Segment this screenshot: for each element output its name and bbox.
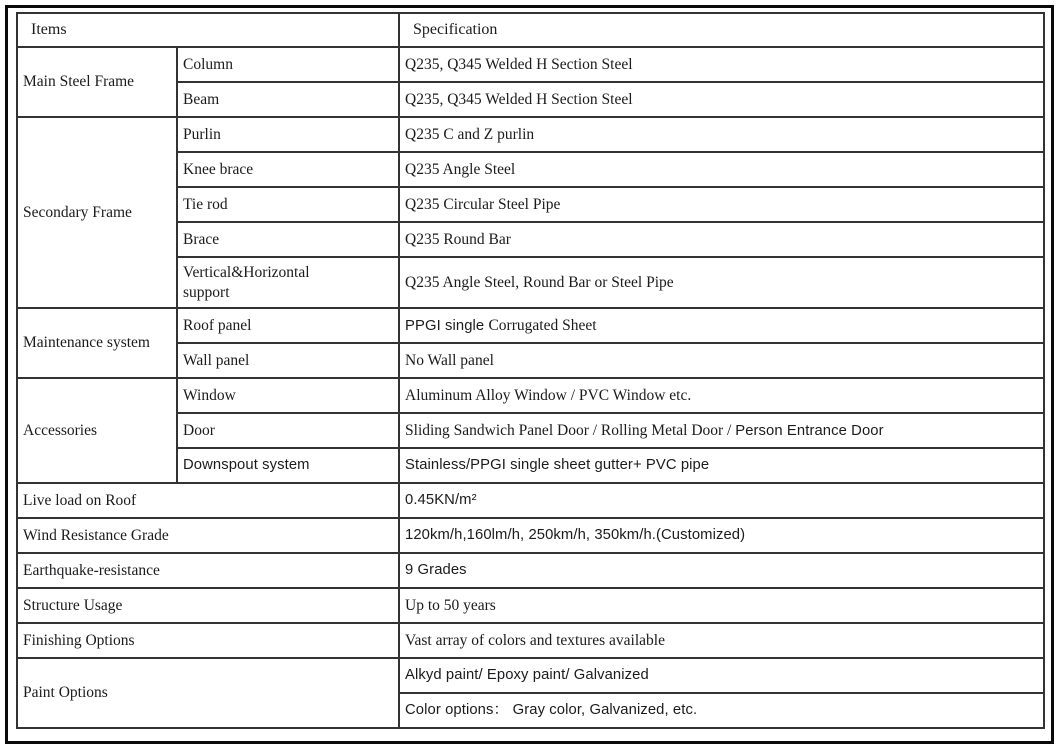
header-specification: Specification	[399, 13, 1044, 47]
spec-earthquake-resistance: 9 Grades	[399, 553, 1044, 588]
table-row	[17, 553, 1044, 588]
spec-live-load-on-roof: 0.45KN/m²	[399, 483, 1044, 518]
group-secondary-frame: Secondary Frame	[17, 117, 177, 308]
label-wind-resistance-grade: Wind Resistance Grade	[17, 518, 399, 553]
item-column: Column	[177, 47, 399, 82]
table-row	[17, 483, 1044, 518]
item-tie-rod: Tie rod	[177, 187, 399, 222]
label-earthquake-resistance: Earthquake-resistance	[17, 553, 399, 588]
table-header-row	[17, 13, 1044, 47]
table-row	[17, 658, 1044, 693]
item-vertical-horizontal-support: Vertical&Horizontal support	[177, 257, 399, 308]
group-paint-options: Paint Options	[17, 658, 399, 728]
item-beam: Beam	[177, 82, 399, 117]
spec-column: Q235, Q345 Welded H Section Steel	[399, 47, 1044, 82]
group-maintenance-system: Maintenance system	[17, 308, 177, 378]
label-structure-usage: Structure Usage	[17, 588, 399, 623]
table-row	[17, 623, 1044, 658]
table-row	[17, 117, 1044, 152]
table-row	[17, 378, 1044, 413]
item-knee-brace: Knee brace	[177, 152, 399, 187]
spec-wall-panel: No Wall panel	[399, 343, 1044, 378]
item-door: Door	[177, 413, 399, 448]
item-wall-panel: Wall panel	[177, 343, 399, 378]
spec-tie-rod: Q235 Circular Steel Pipe	[399, 187, 1044, 222]
spec-finishing-options: Vast array of colors and textures available	[399, 623, 1044, 658]
spec-door: Sliding Sandwich Panel Door / Rolling Metal Door / Person Entrance Door	[399, 413, 1044, 448]
spec-knee-brace: Q235 Angle Steel	[399, 152, 1044, 187]
spec-downspout-system: Stainless/PPGI single sheet gutter+ PVC pipe	[399, 448, 1044, 483]
table-row	[17, 308, 1044, 343]
spec-beam: Q235, Q345 Welded H Section Steel	[399, 82, 1044, 117]
spec-wind-resistance-grade: 120km/h,160lm/h, 250km/h, 350km/h.(Customized)	[399, 518, 1044, 553]
item-brace: Brace	[177, 222, 399, 257]
item-roof-panel: Roof panel	[177, 308, 399, 343]
label-live-load-on-roof: Live load on Roof	[17, 483, 399, 518]
spec-brace: Q235 Round Bar	[399, 222, 1044, 257]
group-accessories: Accessories	[17, 378, 177, 483]
item-purlin: Purlin	[177, 117, 399, 152]
specification-table	[16, 12, 1045, 729]
spec-color-options: Color options： Gray color, Galvanized, etc.	[399, 693, 1044, 728]
spec-roof-panel: PPGI single Corrugated Sheet	[399, 308, 1044, 343]
item-downspout-system: Downspout system	[177, 448, 399, 483]
spec-window: Aluminum Alloy Window / PVC Window etc.	[399, 378, 1044, 413]
item-window: Window	[177, 378, 399, 413]
spec-structure-usage: Up to 50 years	[399, 588, 1044, 623]
table-row	[17, 518, 1044, 553]
header-items: Items	[17, 13, 399, 47]
page-border-frame	[5, 5, 1054, 744]
label-finishing-options: Finishing Options	[17, 623, 399, 658]
group-main-steel-frame: Main Steel Frame	[17, 47, 177, 117]
spec-vertical-horizontal-support: Q235 Angle Steel, Round Bar or Steel Pipe	[399, 257, 1044, 308]
spec-paint-types: Alkyd paint/ Epoxy paint/ Galvanized	[399, 658, 1044, 693]
table-row	[17, 47, 1044, 82]
table-row	[17, 588, 1044, 623]
spec-purlin: Q235 C and Z purlin	[399, 117, 1044, 152]
